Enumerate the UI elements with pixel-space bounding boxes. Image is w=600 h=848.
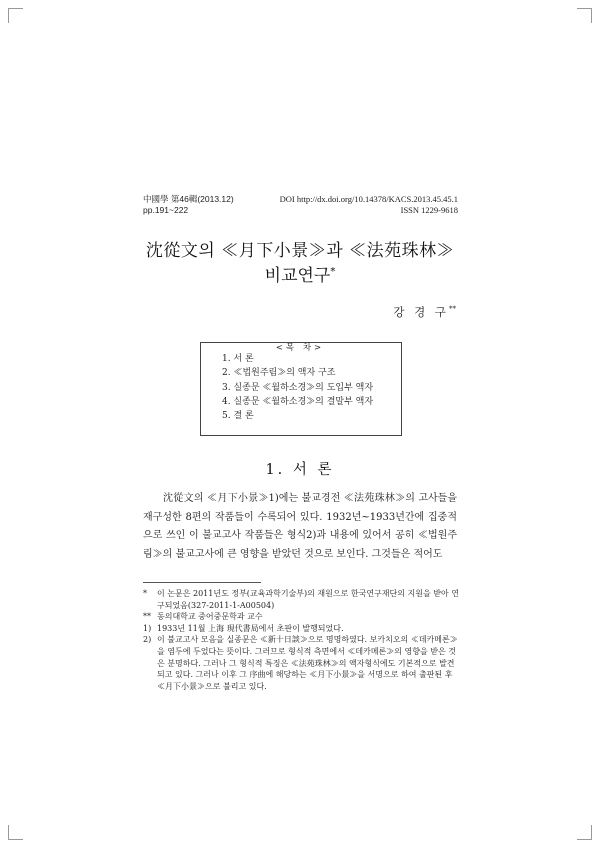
footnote (143, 623, 459, 635)
toc-item: 2. ≪법원주림≫의 액자 구조 (222, 368, 336, 379)
crop-mark (577, 8, 592, 23)
crop-mark (8, 8, 23, 23)
crop-mark (577, 825, 592, 840)
paper-title-subtitle: 비교연구 (264, 266, 331, 286)
author-name-text: 강 경 구 (393, 305, 449, 319)
toc-item: 5. 결 론 (222, 411, 254, 422)
funding-note-mark: * (330, 266, 336, 278)
footnote-mark: ** (143, 612, 151, 622)
toc-item: 1. 서 론 (222, 354, 254, 364)
footnote-divider (143, 582, 261, 583)
footnote-text: 동의대학교 중어중문학과 교수 (157, 612, 263, 622)
toc-item: 4. 실종문 ≪월하소경≫의 결말부 액자 (222, 396, 374, 407)
paper-title: 沈從文의 ≪月下小景≫과 ≪法苑珠林≫ (145, 241, 455, 261)
body-paragraph: 沈從文의 ≪月下小景≫1)에는 불교경전 ≪法苑珠林≫의 고사들을 재구성한 8편의 작품들이 수록되어 있다. 1932년~1933년간에 집중적으로 쓰인 이 불교고사 작품들은 형식2)과 내용에 있어서 공히 ≪법원주림≫의 불교고사에 큰 영향을 받았던 것으로 보인다. 그것들은 적어도 (143, 493, 457, 560)
footnote-text: 이 불교고사 모음을 실종문은 ≪新十日談≫으로 명명하였다. 보카치오의 ≪데카메론≫을 염두에 두었다는 뜻이다. 그러므로 형식적 측면에서 ≪데카메론≫의 영향을 받은 것은 분명하다. 그러나 그 형식적 특징은 ≪法苑珠林≫의 액자형식에도 기본적으로 발견되고 있다. 그러나 이후 그 序曲에 해당하는 ≪月下小景≫을 서명으로 하여 출판된 후 ≪月下小景≫으로 불리고 있다. (157, 635, 458, 691)
footnote (143, 634, 459, 692)
issn: ISSN 1229-9618 (400, 205, 458, 215)
body-text (143, 490, 457, 564)
toc-list (222, 352, 373, 423)
footnotes (143, 588, 459, 692)
author-name (393, 304, 456, 320)
crop-mark (8, 825, 23, 840)
journal-pages: pp.191~222 (143, 205, 189, 215)
footnote (143, 611, 459, 623)
author-note-mark: ** (449, 305, 456, 314)
footnote-mark: 1) (143, 623, 152, 633)
toc-item: 3. 실종문 ≪월하소경≫의 도입부 액자 (222, 382, 374, 393)
doi-info (280, 194, 458, 216)
footnote-text: 이 논문은 2011년도 정부(교육과학기술부)의 재원으로 한국연구재단의 지원을 받아 연구되었음(327-2011-1-A00504) (157, 589, 459, 610)
journal-info (143, 194, 234, 216)
doi-link[interactable]: DOI http://dx.doi.org/10.14378/KACS.2013.45.45.1 (279, 194, 458, 204)
paper-title-line2 (0, 261, 600, 286)
section-heading: 1. 서 론 (265, 462, 335, 478)
journal-volume: 中國學 第46輯(2013.12) (143, 194, 234, 204)
footnote-text: 1933년 11월 上海 現代書局에서 초판이 발행되었다. (157, 623, 344, 633)
footnote-mark: 2) (143, 635, 152, 645)
footnote (143, 588, 459, 611)
footnote-mark: * (143, 589, 147, 598)
toc-label-text: <목 차> (272, 343, 328, 353)
